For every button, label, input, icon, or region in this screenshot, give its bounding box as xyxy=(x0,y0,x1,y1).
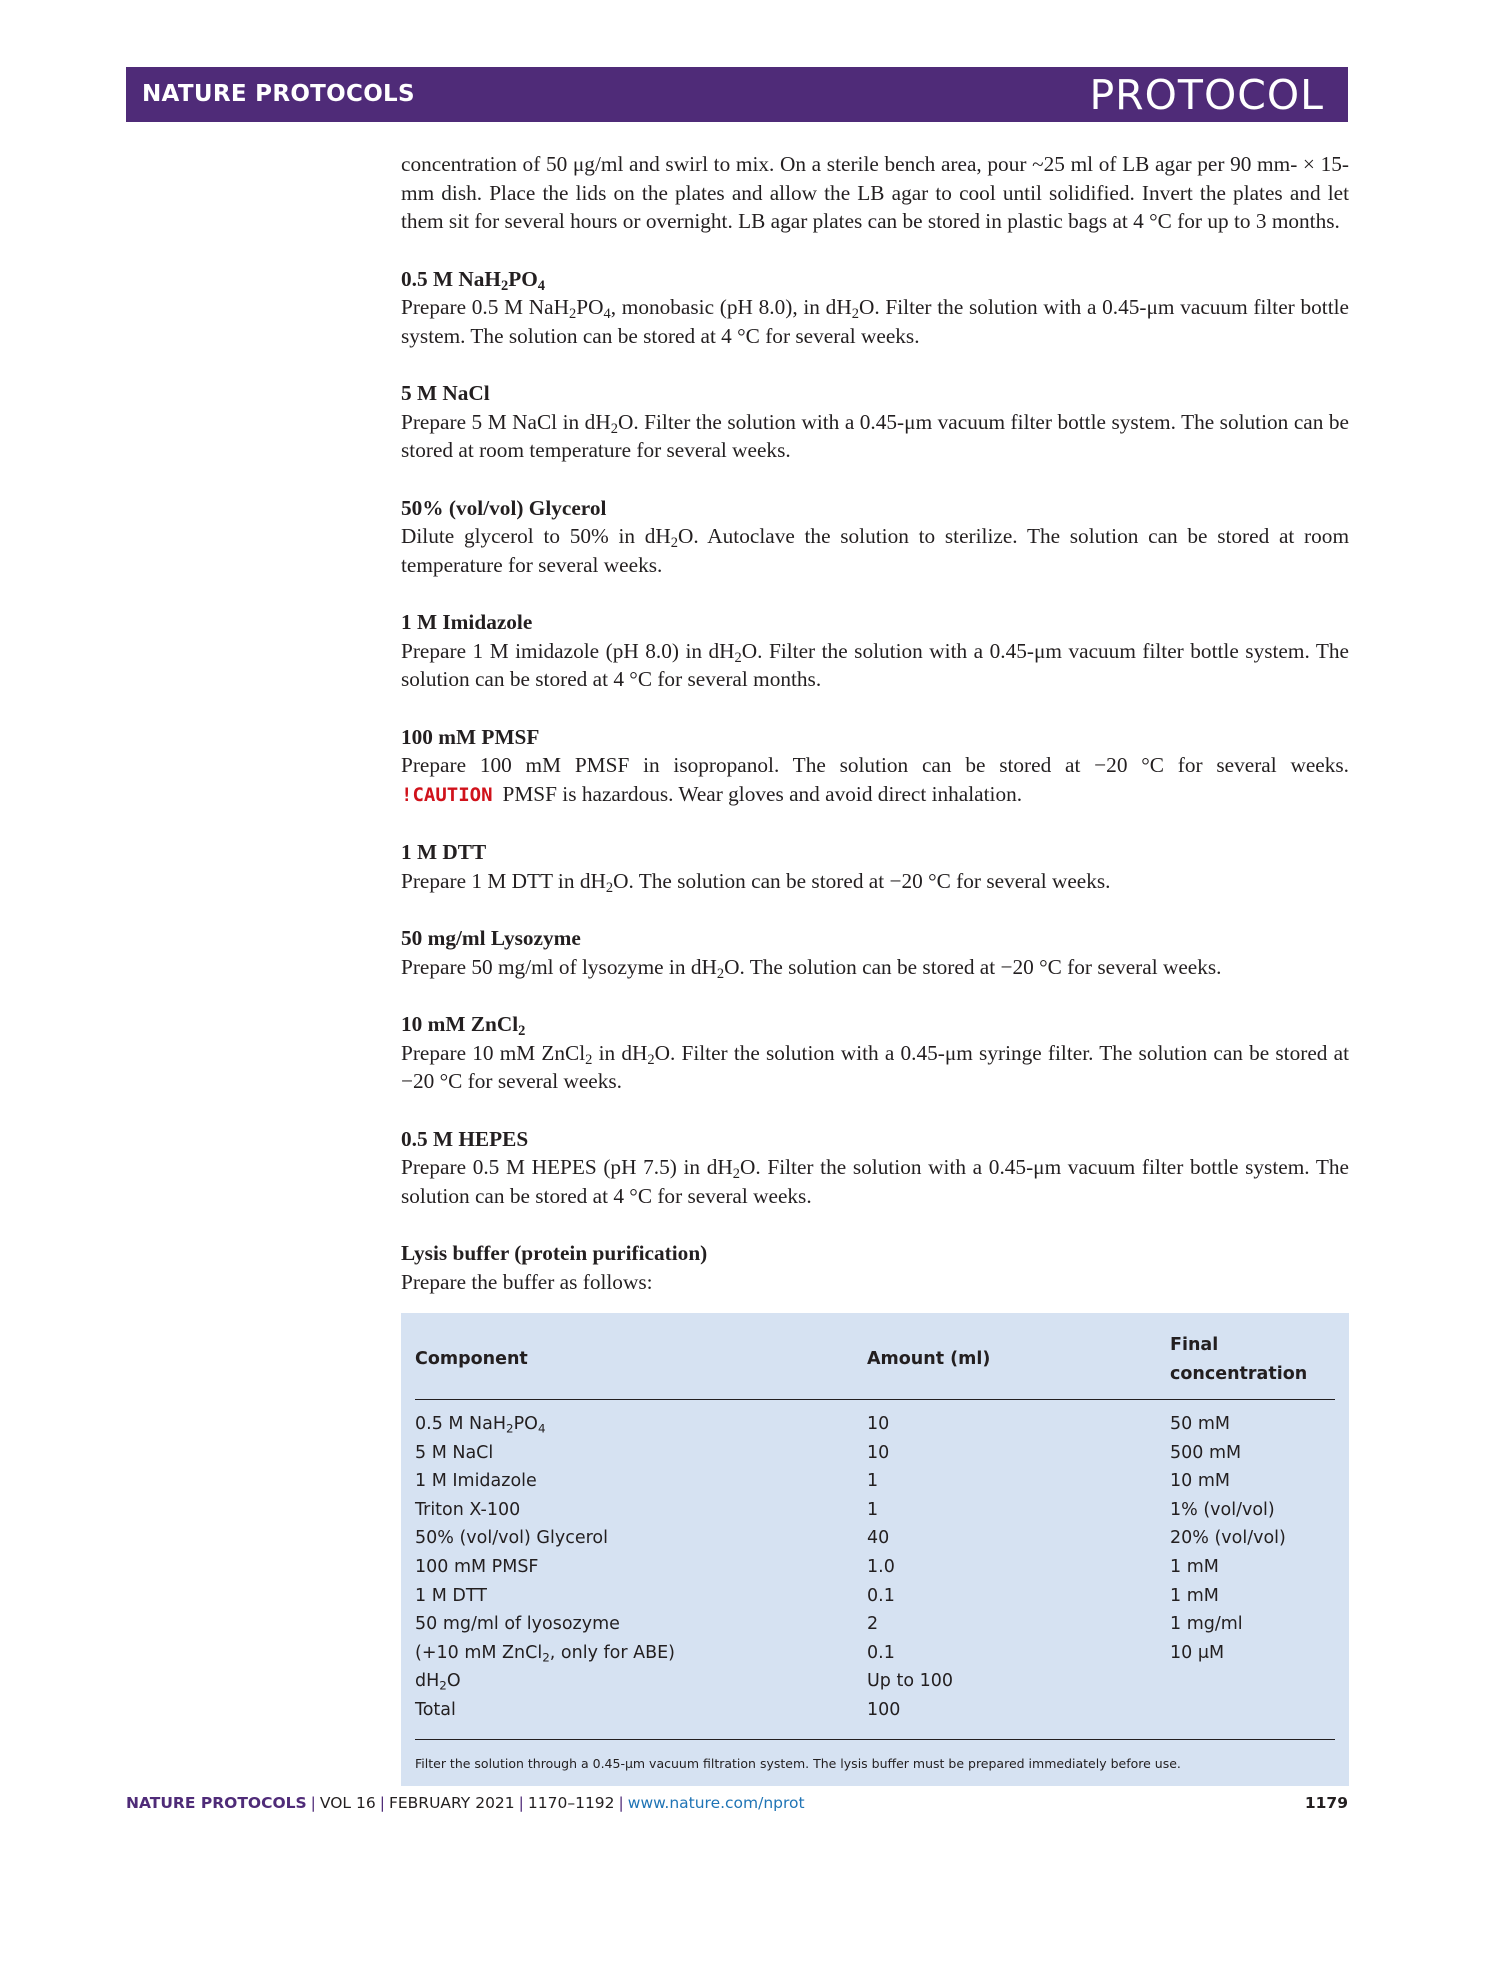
section-text: Prepare 1 M DTT in $dH_2O$. The solution can be stored at −20 °C for several weeks. xyxy=(401,868,1111,896)
section-title: 10 mM ZnCl$_2$ xyxy=(401,1012,526,1040)
table-row xyxy=(415,1553,1335,1582)
table-row xyxy=(415,1400,1335,1439)
table-cell: 10 xyxy=(867,1442,890,1463)
table-row xyxy=(415,1439,1335,1468)
table-cell: 2 xyxy=(867,1614,879,1635)
section-title: Lysis buffer (protein purification) xyxy=(401,1241,708,1265)
table-cell: Total xyxy=(415,1699,456,1720)
section-nacl xyxy=(401,379,1349,465)
section-text: Prepare the buffer as follows: xyxy=(401,1269,653,1294)
table-cell: 1 xyxy=(867,1499,879,1520)
table-row xyxy=(415,1582,1335,1611)
article-type: PROTOCOL xyxy=(1089,71,1324,119)
table-cell: 1 M Imidazole xyxy=(415,1471,537,1492)
table-cell: 1 mg/ml xyxy=(1170,1614,1243,1635)
section-lysis-buffer xyxy=(401,1239,1349,1296)
section-imidazole xyxy=(401,608,1349,694)
table-row xyxy=(415,1467,1335,1496)
table-cell: Up to 100 xyxy=(867,1671,954,1692)
table-row xyxy=(415,1639,1335,1668)
main-content xyxy=(401,150,1349,1786)
section-pmsf xyxy=(401,723,1349,810)
section-title: 100 mM PMSF xyxy=(401,724,540,749)
page-number: 1179 xyxy=(1304,1794,1348,1812)
table-row xyxy=(415,1496,1335,1525)
section-text: Prepare 10 mM ZnCl$_2$ in $dH_2O$. Filter the solution with a 0.45-μm syringe filter. The solution can be stored at −20 °C for several weeks. xyxy=(401,1040,1349,1093)
section-glycerol xyxy=(401,494,1349,580)
section-text: Prepare 0.5 M $NaH_2PO_4$, monobasic (pH 8.0), in $dH_2O$. Filter the solution with a 0.45-μm vacuum filter bottle system. The solution can be stored at 4 °C for several weeks. xyxy=(401,295,1349,348)
lysis-buffer-table xyxy=(401,1313,1349,1786)
section-text: Prepare 1 M imidazole (pH 8.0) in $dH_2O$. Filter the solution with a 0.45-μm vacuum filter bottle system. The solution can be stored at 4 °C for several months. xyxy=(401,638,1349,691)
table-cell: 100 xyxy=(867,1699,901,1720)
table-cell: 1.0 xyxy=(867,1557,895,1578)
section-hepes xyxy=(401,1125,1349,1211)
table-cell: Triton X-100 xyxy=(415,1499,521,1520)
section-title: 50 mg/ml Lysozyme xyxy=(401,926,581,950)
column-header: Component xyxy=(415,1325,867,1400)
table-cell: 1% (vol/vol) xyxy=(1170,1499,1275,1520)
table-cell: 0.1 xyxy=(867,1585,895,1606)
column-header: Amount (ml) xyxy=(867,1325,1170,1400)
section-title: 1 M Imidazole xyxy=(401,610,533,634)
section-title: 1 M DTT xyxy=(401,840,487,864)
table-cell: 10 mM xyxy=(1170,1471,1230,1492)
column-header: Final concentration xyxy=(1170,1325,1335,1400)
table-row xyxy=(415,1667,1335,1696)
section-title: 5 M NaCl xyxy=(401,381,490,405)
section-text: Prepare 100 mM PMSF in isopropanol. The solution can be stored at −20 °C for several weeks. !CAUTION PMSF is hazardous. Wear gloves and avoid direct inhalation. xyxy=(401,753,1349,806)
table-cell: 1 M DTT xyxy=(415,1585,487,1606)
footer-url-link[interactable]: www.nature.com/nprot xyxy=(627,1794,805,1812)
section-zncl2 xyxy=(401,1010,1349,1096)
section-text: Dilute glycerol to 50% in $dH_2O$. Autoclave the solution to sterilize. The solution can be stored at room temperature for several weeks. xyxy=(401,524,1350,577)
table-cell xyxy=(1170,1667,1335,1696)
caution-label: !CAUTION xyxy=(401,783,493,806)
section-text: Prepare 5 M NaCl in $dH_2O$. Filter the solution with a 0.45-μm vacuum filter bottle system. The solution can be stored at room temperature for several weeks. xyxy=(401,409,1349,462)
header-bar xyxy=(126,67,1348,122)
journal-name: NATURE PROTOCOLS xyxy=(142,81,415,107)
table-row xyxy=(415,1524,1335,1553)
table-cell: 40 xyxy=(867,1528,890,1549)
footer-journal: NATURE PROTOCOLS xyxy=(126,1794,307,1812)
table-cell: 5 M NaCl xyxy=(415,1442,494,1463)
footer-volume: VOL 16 xyxy=(319,1794,376,1812)
table-cell: 0.1 xyxy=(867,1642,895,1663)
table-row xyxy=(415,1610,1335,1639)
footer-date: FEBRUARY 2021 xyxy=(388,1794,515,1812)
table-cell xyxy=(1170,1696,1335,1739)
table-cell: 1 mM xyxy=(1170,1557,1219,1578)
intro-paragraph: concentration of 50 μg/ml and swirl to mix. On a sterile bench area, pour ~25 ml of LB agar per 90 mm- × 15-mm dish. Place the lids on the plates and allow the LB agar to cool until solidified. Invert the plates and let them sit for several hours or overnight. LB agar plates can be stored in plastic bags at 4 °C for up to 3 months. xyxy=(401,152,1349,233)
section-text: Prepare 50 mg/ml of lysozyme in $dH_2O$. The solution can be stored at −20 °C for several weeks. xyxy=(401,954,1222,982)
table-header-row xyxy=(415,1325,1335,1400)
table-cell: (+10 mM ZnCl$_2$, only for ABE) xyxy=(415,1642,675,1665)
section-title: 0.5 M $NaH_2PO_4$ xyxy=(401,266,546,294)
page-footer: NATURE PROTOCOLS | VOL 16 | FEBRUARY 2021 | 1170–1192 | www.nature.com/nprot 1179 xyxy=(126,1794,1348,1812)
table-cell: 1 xyxy=(867,1471,879,1492)
section-lysozyme xyxy=(401,924,1349,981)
table-cell: 1 mM xyxy=(1170,1585,1219,1606)
table-row xyxy=(415,1696,1335,1739)
section-title: 50% (vol/vol) Glycerol xyxy=(401,495,607,520)
table-cell: 100 mM PMSF xyxy=(415,1557,539,1578)
table-cell: 10 xyxy=(867,1414,890,1435)
table-cell: 20% (vol/vol) xyxy=(1170,1528,1286,1549)
footer-pages: 1170–1192 xyxy=(527,1794,615,1812)
table-cell: $dH_2O$ xyxy=(415,1671,461,1693)
section-title: 0.5 M HEPES xyxy=(401,1126,529,1151)
table-cell: 0.5 M $NaH_2PO_4$ xyxy=(415,1414,546,1436)
table-cell: 50 mM xyxy=(1170,1414,1230,1435)
table-cell: 10 μM xyxy=(1170,1642,1225,1663)
table-cell: 50% (vol/vol) Glycerol xyxy=(415,1528,608,1549)
table-cell: 500 mM xyxy=(1170,1442,1242,1463)
section-nah2po4 xyxy=(401,265,1349,351)
table-cell: 50 mg/ml of lyosozyme xyxy=(415,1614,620,1635)
table-footnote: Filter the solution through a 0.45-μm vacuum filtration system. The lysis buffer must be prepared immediately before use. xyxy=(415,1739,1335,1779)
section-text: Prepare 0.5 M HEPES (pH 7.5) in $dH_2O$. Filter the solution with a 0.45-μm vacuum filter bottle system. The solution can be stored at 4 °C for several weeks. xyxy=(401,1155,1349,1208)
section-dtt xyxy=(401,838,1349,895)
